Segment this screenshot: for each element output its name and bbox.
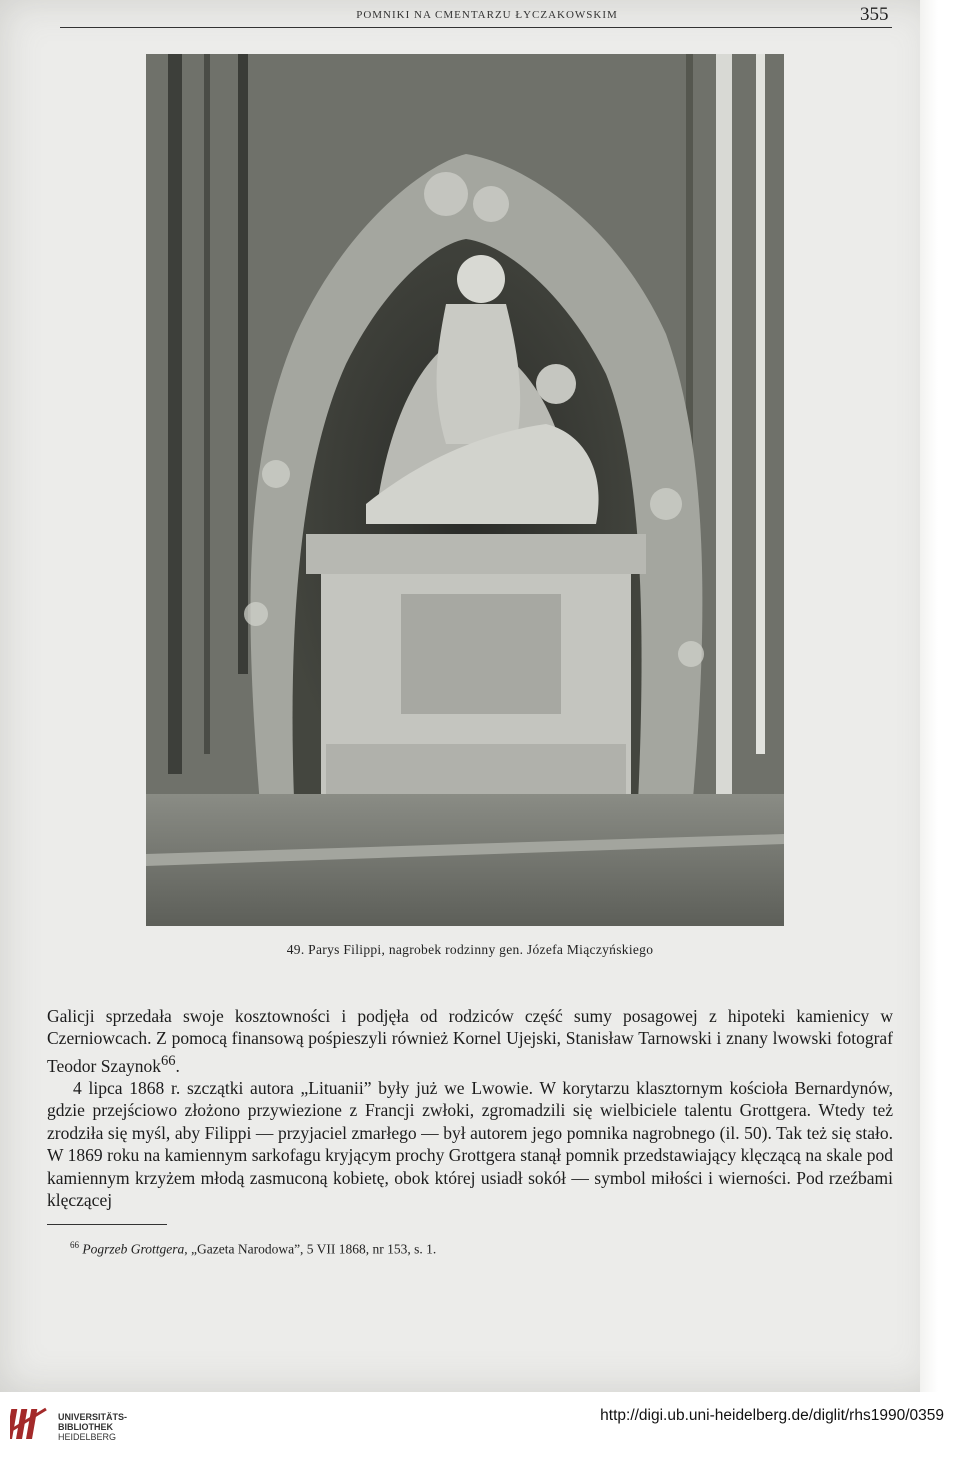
page-number: 355 (860, 4, 889, 25)
footnote (70, 1240, 890, 1258)
running-title: POMNIKI NA CMENTARZU ŁYCZAKOWSKIM (356, 9, 618, 21)
figure-caption: 49. Parys Filippi, nagrobek rodzinny gen. Józefa Miączyńskiego (286, 942, 654, 957)
footnote-number: 66 (70, 1240, 79, 1250)
header-rule (60, 27, 892, 28)
footnote-title: Pogrzeb Grottgera (82, 1241, 185, 1257)
footnote-ref[interactable]: 66 (160, 1052, 176, 1069)
paragraph-1: Galicji sprzedała swoje kosztowności i podjęła od rodziców część sumy posagowej z hipoteki kamienicy w Czerniowcach. Z pomocą finansową pośpieszyli również Kornel Ujejski, Stanisław Tarnowski i znany lwowski fotograf Teodor Szaynok$^{66}$. (47, 1006, 893, 1076)
footnote-text: , „Gazeta Narodowa”, 5 VII 1868, nr 153, s. 1. (184, 1241, 437, 1257)
figure-photograph (146, 54, 784, 926)
paragraph-2: 4 lipca 1868 r. szczątki autora „Lituanii” były już we Lwowie. W korytarzu klasztornym kościoła Bernardynów, gdzie przejściowo złożono przywiezione z Francji zwłoki, zgromadzili się wielbiciele talentu Grottgera. Wtedy też zrodziła się myśl, aby Filippi — przyjaciel zmarłego — był autorem jego pomnika nagrobnego (il. 50). Tak też się stało. W 1869 roku na kamiennym sarkofagu kryjącym prochy Grottgera stanął pomnik przedstawiający klęczącą na skale pod kamiennym krzyżem młodą zasmuconą kobietę, obok której usiadł sokół — symbol miłości i wierności. Pod rzeźbami klęczącej (47, 1078, 893, 1211)
source-url-link[interactable]: http://digi.ub.uni-heidelberg.de/diglit/rhs1990/0359 (600, 1407, 944, 1424)
body-text (47, 1005, 893, 1211)
footnote-rule (47, 1224, 167, 1225)
library-logo-icon[interactable] (10, 1405, 54, 1450)
footer-bar (0, 1392, 956, 1463)
library-name[interactable]: UNIVERSITÄTS- BIBLIOTHEK HEIDELBERG (58, 1412, 128, 1442)
